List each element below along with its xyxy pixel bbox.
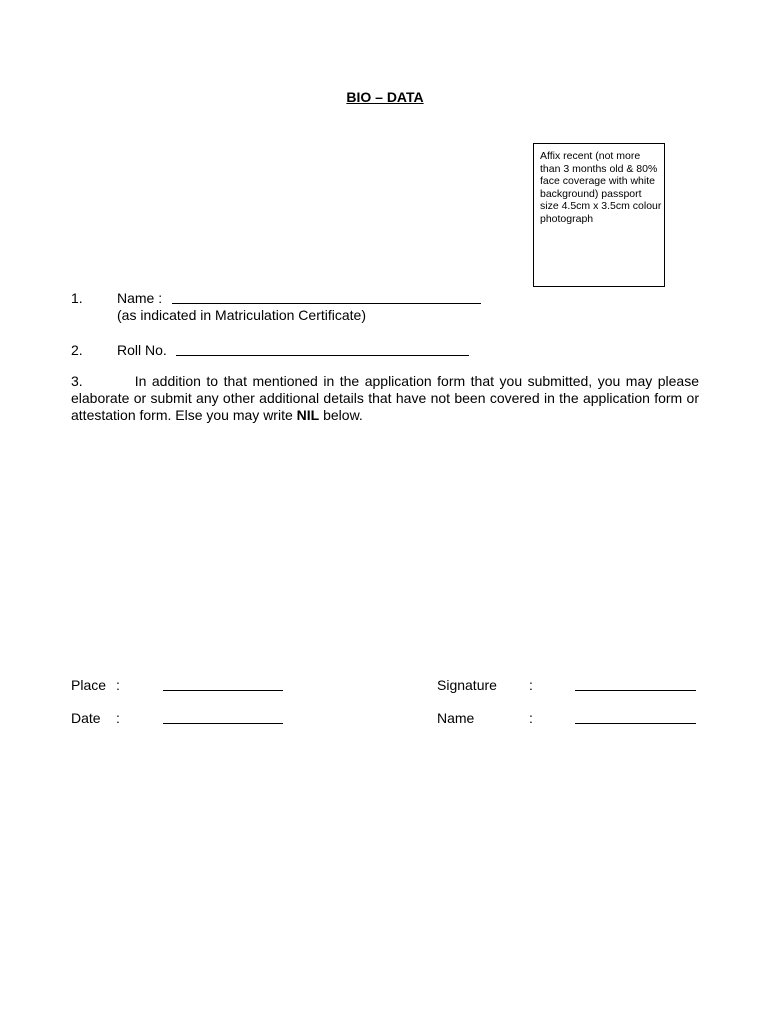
item-2-number: 2. xyxy=(71,342,83,358)
page-title: BIO – DATA xyxy=(346,89,424,105)
footer-name-label: Name xyxy=(437,710,475,726)
item-3-text: In addition to that mentioned in the application form that you submitted, you may please elaborate or submit any other additional details that have not been covered in the application form or attestation form. Else you may write xyxy=(71,373,699,423)
place-separator: : xyxy=(116,677,120,693)
place-label: Place xyxy=(71,677,107,693)
item-1-note: (as indicated in Matriculation Certificate) xyxy=(117,307,366,323)
item-3-number: 3. xyxy=(71,373,83,389)
name-field[interactable] xyxy=(172,303,481,304)
item-1-number: 1. xyxy=(71,290,83,306)
signature-field[interactable] xyxy=(575,690,696,691)
date-separator: : xyxy=(116,710,120,726)
signature-separator: : xyxy=(529,677,533,693)
place-field[interactable] xyxy=(163,690,283,691)
name-label: Name : xyxy=(117,290,163,306)
footer-name-field[interactable] xyxy=(575,723,696,724)
footer-name-separator: : xyxy=(529,710,533,726)
photo-box xyxy=(533,143,665,287)
photo-instructions: Affix recent (not more than 3 months old & 80% face coverage with white background) passport size 4.5cm x 3.5cm colour photograph xyxy=(540,150,662,225)
roll-no-label: Roll No. xyxy=(117,342,167,358)
item-3-text-end: below. xyxy=(323,407,363,423)
item-1-label xyxy=(117,290,162,306)
signature-label: Signature xyxy=(437,677,497,693)
date-label: Date xyxy=(71,710,101,726)
nil-keyword: NIL xyxy=(296,407,320,423)
item-3-paragraph xyxy=(71,373,699,424)
roll-no-field[interactable] xyxy=(176,355,469,356)
date-field[interactable] xyxy=(163,723,283,724)
